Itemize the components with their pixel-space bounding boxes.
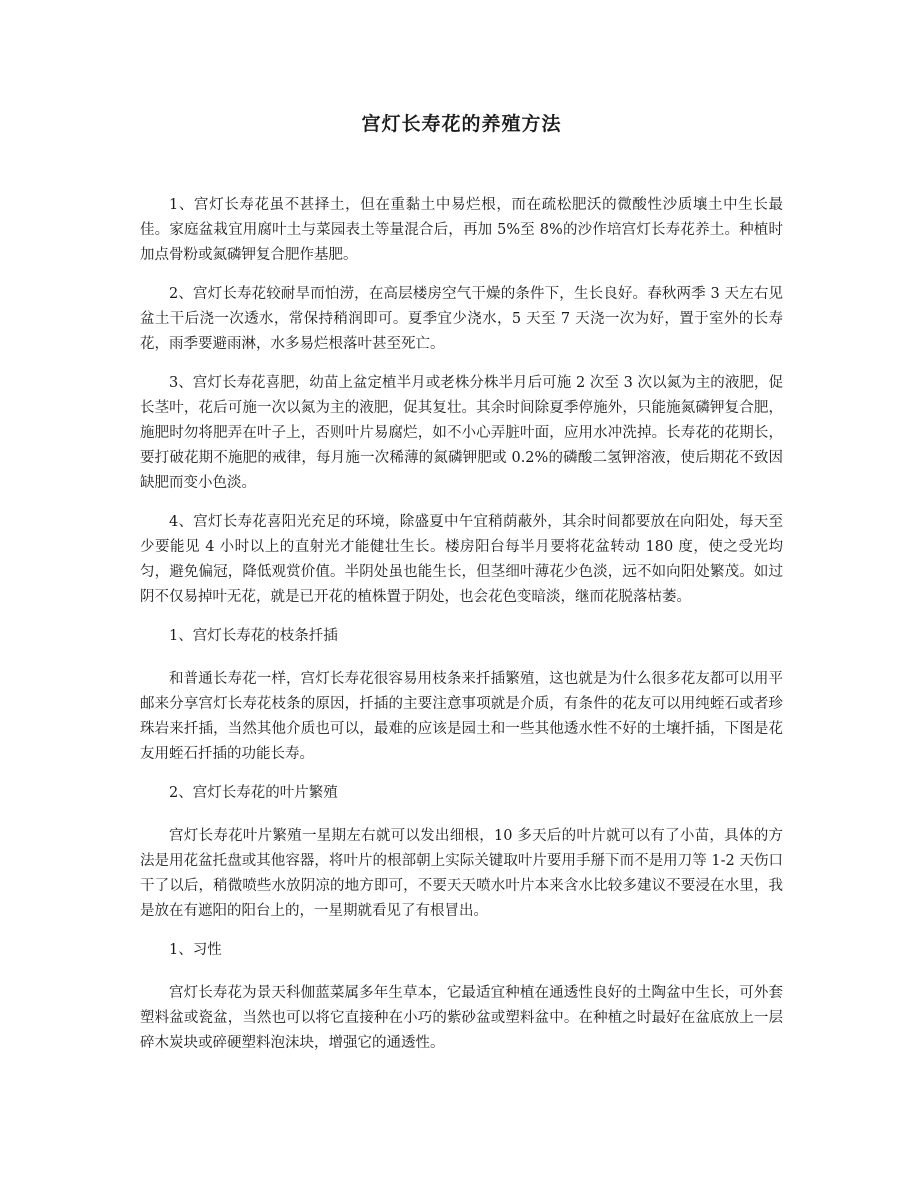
page-title: 宫灯长寿花的养殖方法: [361, 113, 562, 135]
section-heading-leaf: 2、宫灯长寿花的叶片繁殖: [169, 785, 338, 801]
paragraph-fertilizing: 3、宫灯长寿花喜肥，幼苗上盆定植半月或老株分株半月后可施 2 次至 3 次以氮为主的液肥，促长茎叶，花后可施一次以氮为主的液肥，促其复壮。其余时间除夏季停施外，只能施氮磷钾复合肥，施肥时勿将肥弄在叶子上，否则叶片易腐烂，如不小心弄脏叶面，应用水冲洗掉。长寿花的花期长，要打破花期不施肥的戒律，每月施一次稀薄的氮磷钾肥或 0.2%的磷酸二氢钾溶液，使后期花不致因缺肥而变小色淡。: [140, 375, 783, 491]
paragraph-light: 4、宫灯长寿花喜阳光充足的环境，除盛夏中午宜稍荫蔽外，其余时间都要放在向阳处，每天至少要能见 4 小时以上的直射光才能健壮生长。楼房阳台每半月要将花盆转动 180 度，使之受光均匀，避免偏冠，降低观赏价值。半阴处虽也能生长，但茎细叶薄花少色淡，远不如向阳处繁茂。如过阴不仅易掉叶无花，就是已开花的植株置于阴处，也会花色变暗淡，继而花脱落枯萎。: [140, 514, 783, 605]
paragraph-leaf: 宫灯长寿花叶片繁殖一星期左右就可以发出细根，10 多天后的叶片就可以有了小苗，具体的方法是用花盆托盘或其他容器，将叶片的根部朝上实际关键取叶片要用手掰下而不是用刀等 1-2 天伤口干了以后，稍微喷些水放阴凉的地方即可，不要天天喷水叶片本来含水比较多建议不要浸在水里，我是放在有遮阳的阳台上的，一星期就看见了有根冒出。: [140, 828, 783, 919]
section-heading-habit: 1、习性: [169, 942, 222, 958]
paragraph-cutting: 和普通长寿花一样，宫灯长寿花很容易用枝条来扦插繁殖，这也就是为什么很多花友都可以用平邮来分享宫灯长寿花枝条的原因，扦插的主要注意事项就是介质，有条件的花友可以用纯蛭石或者珍珠岩来扦插，当然其他介质也可以，最难的应该是园土和一些其他透水性不好的土壤扦插，下图是花友用蛭石扦插的功能长寿。: [140, 671, 783, 762]
section-heading-cutting: 1、宫灯长寿花的枝条扦插: [169, 628, 338, 644]
paragraph-soil: 1、宫灯长寿花虽不甚择土，但在重黏土中易烂根，而在疏松肥沃的微酸性沙质壤土中生长最佳。家庭盆栽宜用腐叶土与菜园表土等量混合后，再加 5%至 8%的沙作培宫灯长寿花养土。种植时加点骨粉或氮磷钾复合肥作基肥。: [140, 197, 783, 263]
paragraph-habit: 宫灯长寿花为景天科伽蓝菜属多年生草本，它最适宜种植在通透性良好的土陶盆中生长，可外套塑料盆或瓷盆，当然也可以将它直接种在小巧的紫砂盆或塑料盆中。在种植之时最好在盆底放上一层碎木炭块或碎硬塑料泡沫块，增强它的通透性。: [140, 985, 783, 1051]
paragraph-watering: 2、宫灯长寿花较耐旱而怕涝，在高层楼房空气干燥的条件下，生长良好。春秋两季 3 天左右见盆土干后浇一次透水，常保持稍润即可。夏季宜少浇水，5 天至 7 天浇一次为好，置于室外的长寿花，雨季要避雨淋，水多易烂根落叶甚至死亡。: [140, 286, 783, 352]
